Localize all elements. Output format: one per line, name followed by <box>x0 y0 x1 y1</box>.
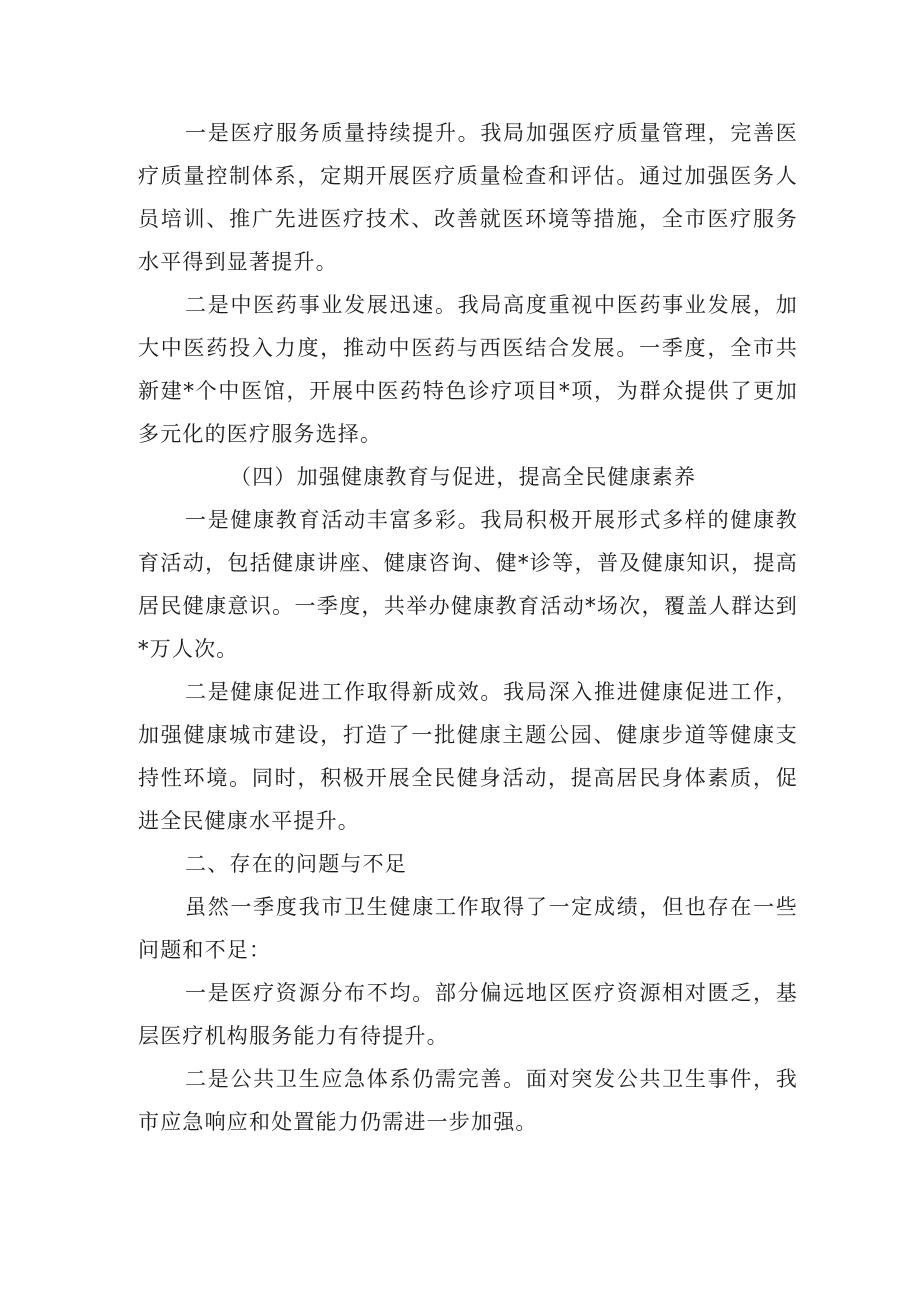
paragraph-medical-quality: 一是医疗服务质量持续提升。我局加强医疗质量管理，完善医疗质量控制体系，定期开展医疗质量检查和评估。通过加强医务人员培训、推广先进医疗技术、改善就医环境等措施，全市医疗服务水平得到显著提升。 <box>138 121 798 274</box>
section-heading-health-education: （四）加强健康教育与促进，提高全民健康素养 <box>230 465 697 489</box>
paragraph-health-promotion: 二是健康促进工作取得新成效。我局深入推进健康促进工作，加强健康城市建设，打造了一批健康主题公园、健康步道等健康支持性环境。同时，积极开展全民健身活动，提高居民身体素质，促进全民健康水平提升。 <box>138 680 798 833</box>
paragraph-health-education-activities: 一是健康教育活动丰富多彩。我局积极开展形式多样的健康教育活动，包括健康讲座、健康咨询、健*诊等，普及健康知识，提高居民健康意识。一季度，共举办健康教育活动*场次，覆盖人群达到*万人次。 <box>138 508 798 661</box>
document-body <box>138 112 798 1144</box>
paragraph-tcm-development: 二是中医药事业发展迅速。我局高度重视中医药事业发展，加大中医药投入力度，推动中医药与西医结合发展。一季度，全市共新建*个中医馆，开展中医药特色诊疗项目*项，为群众提供了更加多元化的医疗服务选择。 <box>138 293 798 446</box>
paragraph-emergency-system: 二是公共卫生应急体系仍需完善。面对突发公共卫生事件，我市应急响应和处置能力仍需进一步加强。 <box>138 1067 798 1134</box>
paragraph-resource-distribution: 一是医疗资源分布不均。部分偏远地区医疗资源相对匮乏，基层医疗机构服务能力有待提升。 <box>138 981 798 1048</box>
paragraph-problems-intro: 虽然一季度我市卫生健康工作取得了一定成绩，但也存在一些问题和不足： <box>138 895 798 962</box>
section-heading-problems: 二、存在的问题与不足 <box>185 852 407 876</box>
